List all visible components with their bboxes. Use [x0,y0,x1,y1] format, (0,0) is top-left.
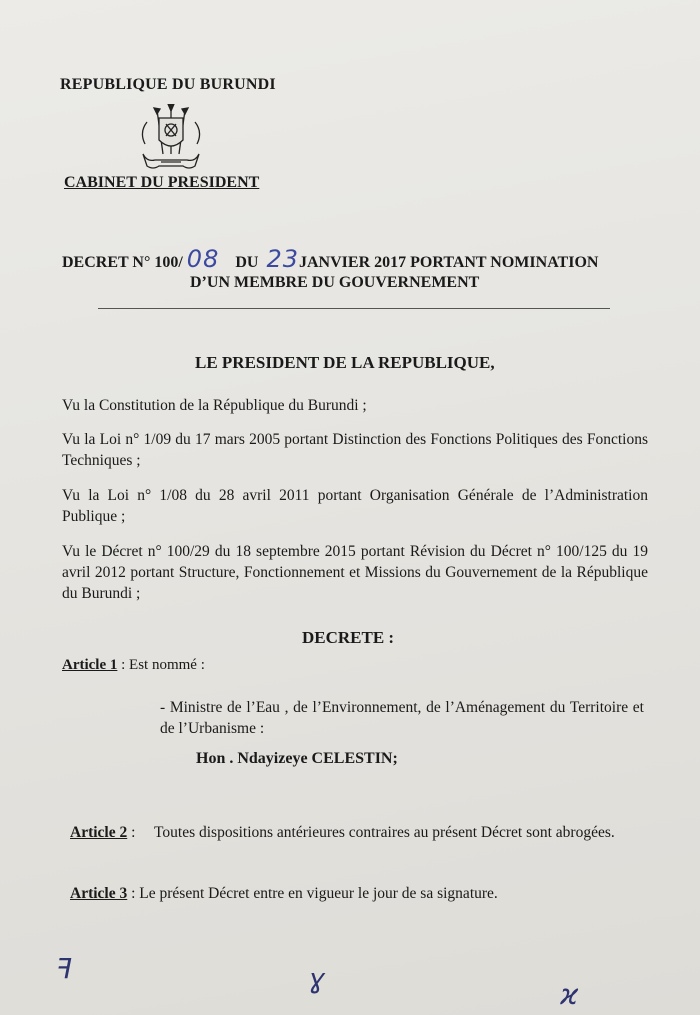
article-2-colon: : [127,824,136,841]
decree-title-line2: D’UN MEMBRE DU GOUVERNEMENT [190,274,480,291]
handwritten-day: 23 [266,245,299,273]
handwritten-initial-middle: ɣ [308,962,325,995]
visa-loi-1-08: Vu la Loi n° 1/08 du 28 avril 2011 portant Organisation Générale de l’Administration Publique ; [62,487,648,525]
president-heading: LE PRESIDENT DE LA REPUBLIQUE, [195,353,495,372]
title-divider [98,308,610,309]
decree-title-rest: JANVIER 2017 PORTANT NOMINATION [299,254,599,271]
article-3-text: : Le présent Décret entre en vigueur le jour de sa signature. [127,885,498,902]
national-emblem [133,104,209,176]
article-1-ministry: - Ministre de l’Eau , de l’Environnement, de l’Aménagement du Territoire et de l’Urbanisme : [160,699,644,737]
decree-title-du: DU [235,254,259,271]
appointee-name: Hon . Ndayizeye CELESTIN; [196,750,398,767]
article-3-label: Article 3 [70,885,128,902]
article-1 [62,655,648,676]
cabinet-header: CABINET DU PRESIDENT [64,174,260,191]
handwritten-initial-left: ꟻ [56,952,73,985]
country-header: REPUBLIQUE DU BURUNDI [60,76,276,93]
article-3 [70,883,630,904]
article-1-label: Article 1 [62,657,118,673]
handwritten-initial-right: ϰ [560,978,579,1011]
visa-decret-100-29: Vu le Décret n° 100/29 du 18 septembre 2015 portant Révision du Décret n° 100/125 du 19 avril 2012 portant Structure, Fonctionnement et Missions du Gouvernement de la République du Burundi ; [62,543,648,602]
article-2-label: Article 2 [70,824,128,841]
visa-constitution: Vu la Constitution de la République du Burundi ; [62,397,367,414]
decree-title [62,245,662,274]
article-2-text: Toutes dispositions antérieures contraires au présent Décret sont abrogées. [154,824,615,841]
handwritten-decree-number: 08 [186,245,220,273]
visa-loi-1-09: Vu la Loi n° 1/09 du 17 mars 2005 portant Distinction des Fonctions Politiques des Fonctions Techniques ; [62,431,648,469]
decree-title-prefix: DECRET N° 100/ [62,254,183,271]
decrete-heading: DECRETE : [302,628,395,647]
article-1-text: : Est nommé : [117,657,205,673]
